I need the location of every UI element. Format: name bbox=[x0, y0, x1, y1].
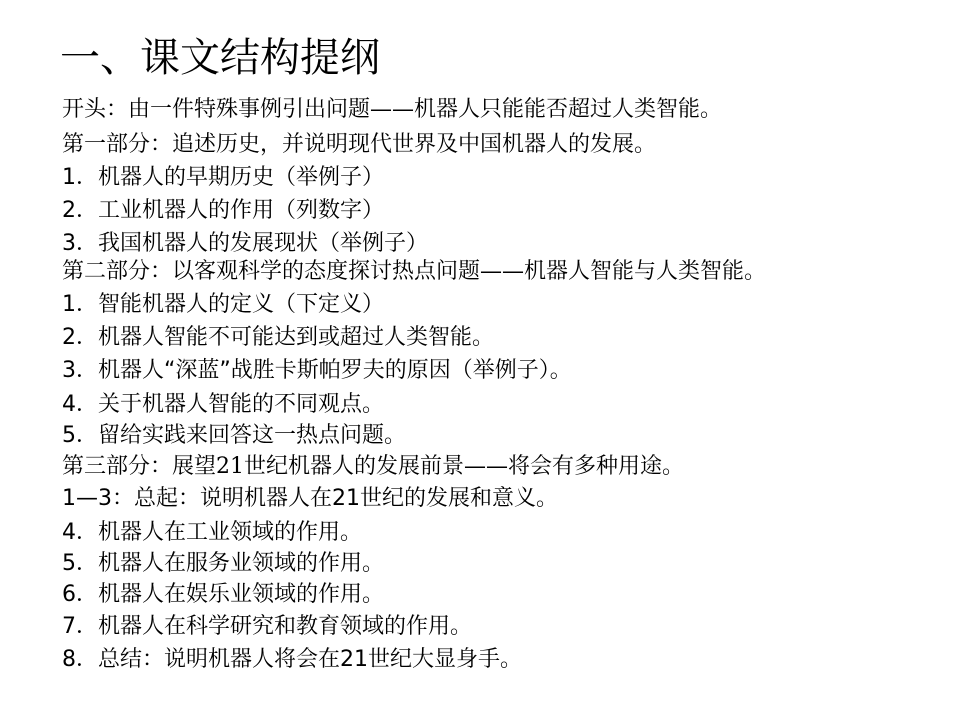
outline-item-main: 1．机器人的早期历史 bbox=[62, 165, 274, 190]
outline-item bbox=[62, 290, 384, 320]
slide-title: 一、课文结构提纲 bbox=[60, 35, 380, 81]
outline-item: 5．留给实践来回答这一热点问题。 bbox=[62, 423, 406, 448]
outline-item: 5．机器人在服务业领域的作用。 bbox=[62, 551, 384, 576]
outline-item-note: （举例子） bbox=[318, 231, 429, 256]
outline-item-note: （举例子） bbox=[274, 165, 385, 190]
outline-item-note: （下定义） bbox=[274, 292, 385, 317]
outline-item: 4．机器人在工业领域的作用。 bbox=[62, 520, 362, 545]
outline-item-main: 3．机器人“深蓝”战胜卡斯帕罗夫的原因 bbox=[62, 358, 451, 383]
outline-item-note: （举例子）。 bbox=[450, 358, 572, 383]
outline-item: 8．总结：说明机器人将会在21世纪大显身手。 bbox=[62, 647, 522, 672]
outline-item-main: 3．我国机器人的发展现状 bbox=[62, 231, 318, 256]
outline-line-part-3: 第三部分：展望21世纪机器人的发展前景——将会有多种用途。 bbox=[62, 454, 684, 479]
outline-item: 4．关于机器人智能的不同观点。 bbox=[62, 392, 384, 417]
outline-item bbox=[62, 163, 384, 193]
outline-item: 6．机器人在娱乐业领域的作用。 bbox=[62, 582, 384, 607]
outline-item-note: （列数字） bbox=[274, 198, 385, 223]
outline-item: 1—3：总起：说明机器人在21世纪的发展和意义。 bbox=[62, 486, 558, 511]
outline-line-intro: 开头：由一件特殊事例引出问题——机器人只能能否超过人类智能。 bbox=[62, 97, 723, 122]
outline-item bbox=[62, 196, 384, 226]
outline-item: 2．机器人智能不可能达到或超过人类智能。 bbox=[62, 325, 494, 350]
outline-item bbox=[62, 356, 572, 386]
outline-item-main: 2．工业机器人的作用 bbox=[62, 198, 274, 223]
outline-item bbox=[62, 229, 428, 259]
outline-line-part-1: 第一部分：追述历史，并说明现代世界及中国机器人的发展。 bbox=[62, 132, 657, 157]
outline-line-part-2: 第二部分：以客观科学的态度探讨热点问题——机器人智能与人类智能。 bbox=[62, 259, 767, 284]
outline-item: 7．机器人在科学研究和教育领域的作用。 bbox=[62, 614, 472, 639]
outline-item-main: 1．智能机器人的定义 bbox=[62, 292, 274, 317]
